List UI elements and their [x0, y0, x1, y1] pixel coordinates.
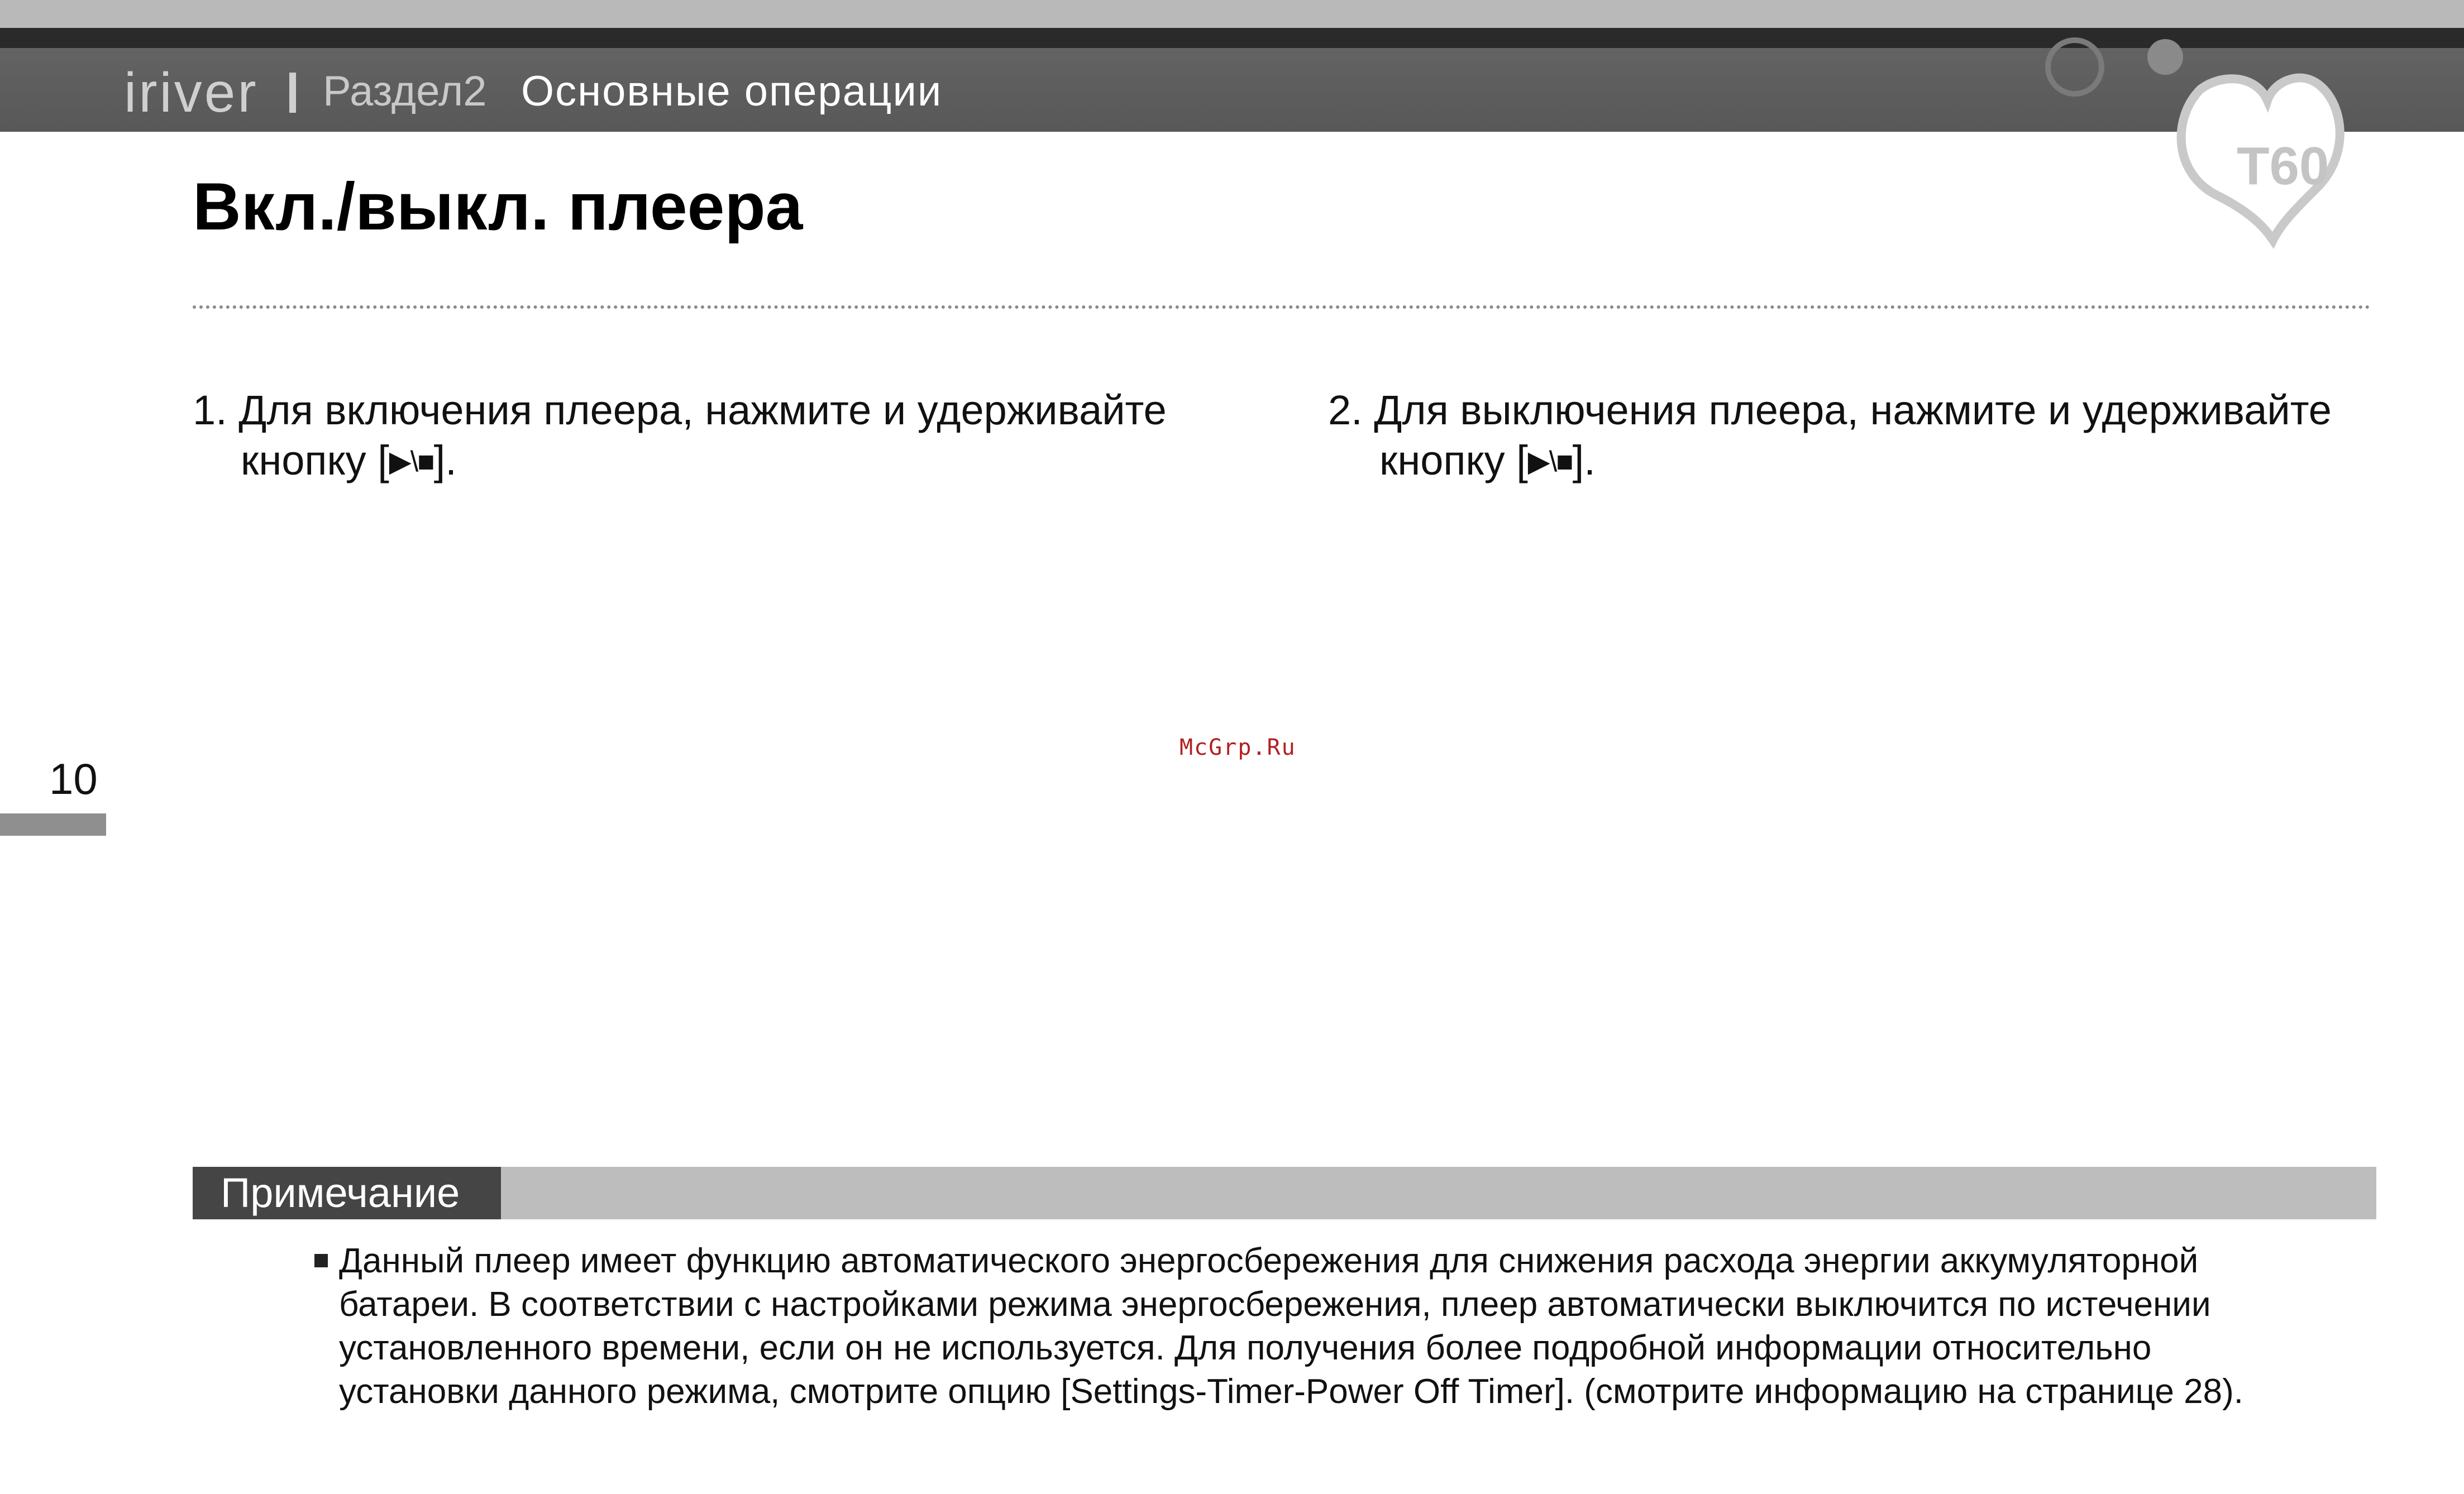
note-line: Данный плеер имеет функцию автоматического энергосбережения для снижения расхода энергии аккумуляторной — [339, 1242, 2199, 1280]
note-line: батареи. В соответствии с настройками режима энергосбережения, плеер автоматически выключится по истечении — [339, 1285, 2211, 1324]
page-number: 10 — [49, 754, 98, 803]
page-title: Вкл./выкл. плеера — [193, 169, 803, 244]
bullet-square-icon — [314, 1254, 328, 1267]
step-line2 — [1328, 435, 2434, 487]
step-line2 — [193, 435, 1287, 487]
step-line1 — [193, 385, 1287, 435]
step-text-prefix: кнопку [ — [241, 437, 389, 483]
section-label: Раздел2 — [323, 68, 487, 115]
dotted-divider — [193, 305, 2371, 309]
deco-bubble-ring — [2048, 40, 2102, 94]
watermark: McGrp.Ru — [1180, 735, 1296, 760]
note-label: Примечание — [193, 1167, 501, 1219]
note-line: установленного времени, если он не используется. Для получения более подробной информации относительно — [339, 1329, 2152, 1367]
note-bar — [193, 1167, 2376, 1219]
step-text-suffix: ]. — [433, 437, 457, 483]
play-stop-icon: ▶\■ — [1527, 446, 1573, 478]
step-text-suffix: ]. — [1572, 437, 1596, 483]
section-title: Основные операции — [521, 68, 943, 115]
model-logo-text: T60 — [2237, 136, 2329, 196]
note-line: установки данного режима, смотрите опцию [Settings-Timer-Power Off Timer]. (смотрите информацию на странице 28). — [339, 1372, 2243, 1411]
brand-logo: iriver — [124, 61, 259, 124]
step-power-off — [1328, 385, 2434, 487]
brand-separator — [289, 73, 296, 113]
play-stop-icon: ▶\■ — [389, 446, 434, 478]
page-number-bar — [0, 813, 106, 836]
step-number: 2. — [1328, 387, 1363, 433]
t60-heart-logo — [2033, 22, 2379, 257]
step-line1 — [1328, 385, 2434, 435]
step-text-prefix: кнопку [ — [1379, 437, 1528, 483]
note-text — [339, 1239, 2383, 1414]
step-power-on — [193, 385, 1287, 487]
deco-bubble-dot — [2147, 39, 2183, 75]
step-text: Для включения плеера, нажмите и удерживайте — [238, 387, 1167, 433]
step-text: Для выключения плеера, нажмите и удерживайте — [1374, 387, 2332, 433]
step-number: 1. — [193, 387, 227, 433]
